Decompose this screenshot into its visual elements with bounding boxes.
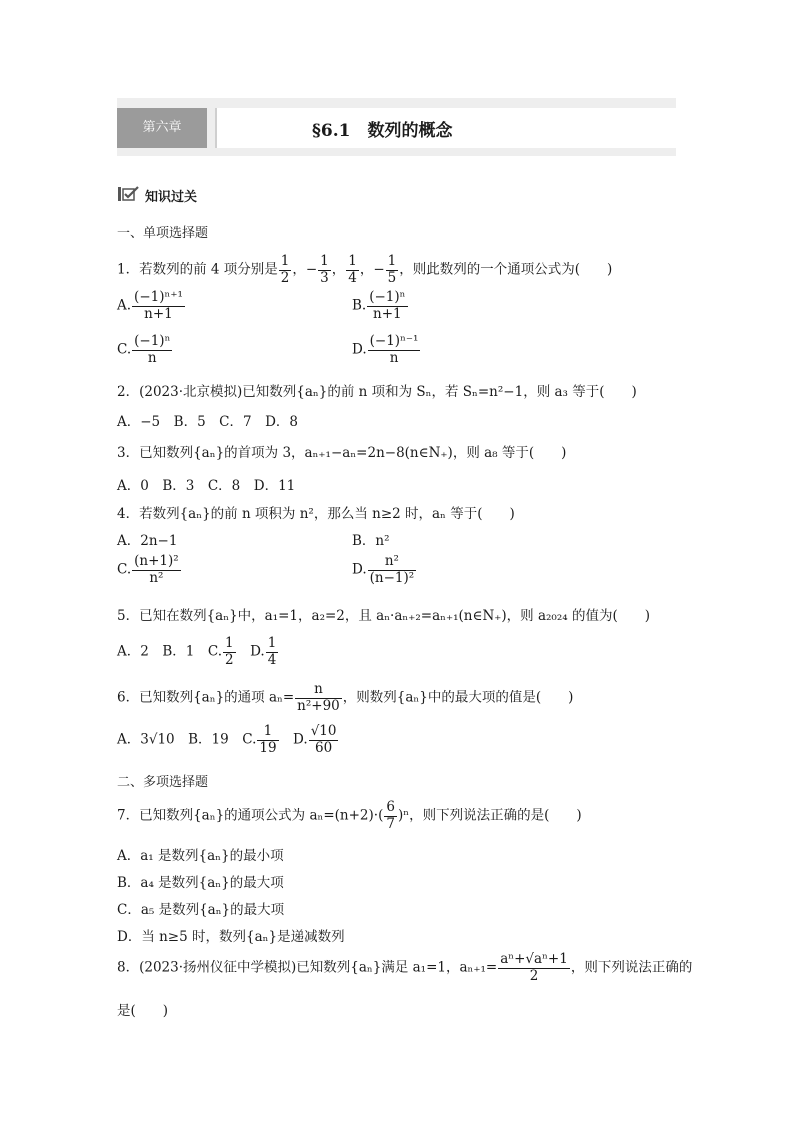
q1-option-d: D. $\frac{\text{(−1)ⁿ⁻¹}}{n}$ bbox=[352, 333, 419, 366]
q1-option-a: A. $\frac{\text{(−1)ⁿ⁺¹}}{n+1}$ bbox=[117, 289, 183, 322]
q7-option-a: A．a₁ 是数列{aₙ}的最小项 bbox=[117, 848, 284, 864]
question-6: 6．已知数列{aₙ}的通项 aₙ= $\frac{n}{\text{n²+90}}$ ，则数列{aₙ}中的最大项的值是( ) bbox=[117, 681, 574, 714]
question-8: 8．(2023·扬州仪征中学模拟)已知数列{aₙ}满足 a₁=1，aₙ₊₁= $\frac{\text{aⁿ+√aⁿ+1}}{2}$ ，则下列说法正确的 bbox=[117, 951, 693, 984]
question-3: 3．已知数列{aₙ}的首项为 3，aₙ₊₁−aₙ=2n−8(n∈N₊)，则 a₈ 等于( ) bbox=[117, 445, 567, 461]
q7-option-b: B．a₄ 是数列{aₙ}的最大项 bbox=[117, 875, 284, 891]
question-2: 2．(2023·北京模拟)已知数列{aₙ}的前 n 项和为 Sₙ，若 Sₙ=n²−1，则 a₃ 等于( ) bbox=[117, 384, 637, 400]
q1-option-c: C. $\frac{\text{(−1)ⁿ}}{n}$ bbox=[117, 333, 171, 366]
checklist-icon bbox=[118, 186, 140, 202]
page-title: §6.1 数列的概念 bbox=[312, 121, 453, 141]
q1-term-3: $\frac{1}{4}$ bbox=[348, 253, 357, 286]
q1-suffix: ，则此数列的一个通项公式为( ) bbox=[399, 261, 613, 278]
q1-prefix: 1．若数列的前 4 项分别是 bbox=[117, 261, 278, 278]
q4-option-a: A．2n−1 bbox=[117, 533, 178, 549]
q4-option-b: B．n² bbox=[352, 533, 390, 549]
question-4: 4．若数列{aₙ}的前 n 项积为 n²，那么当 n≥2 时，aₙ 等于( ) bbox=[117, 506, 515, 522]
part-single-choice: 一、单项选择题 bbox=[117, 226, 209, 241]
question-1: 1．若数列的前 4 项分别是 $\frac{1}{2}$ ，− $\frac{1}{3}$ ， $\frac{1}{4}$ ，− $\frac{1}{5}$ ，则此数列的一个通项公式为( ) bbox=[117, 253, 613, 286]
section-title: 知识过关 bbox=[145, 190, 198, 205]
q6-options: A．3√10 B．19 C. $\frac{1}{19}$ D. $\frac{√10}{60}$ bbox=[117, 723, 337, 756]
q1-term-2: $\frac{1}{3}$ bbox=[320, 253, 329, 286]
q4-option-d: D. $\frac{\text{n²}}{\text{(n−1)²}}$ bbox=[352, 553, 415, 586]
q1-option-b: B. $\frac{\text{(−1)ⁿ}}{n+1}$ bbox=[352, 289, 406, 322]
question-8-line-2: 是( ) bbox=[117, 1003, 169, 1019]
question-7: 7．已知数列{aₙ}的通项公式为 aₙ=(n+2)·( $\frac{6}{7}$ )ⁿ，则下列说法正确的是( ) bbox=[117, 799, 582, 832]
q4-option-c: C. $\frac{\text{(n+1)²}}{\text{n²}}$ bbox=[117, 553, 179, 586]
q7-option-c: C．a₅ 是数列{aₙ}的最大项 bbox=[117, 902, 285, 918]
q2-options: A．−5 B．5 C．7 D．8 bbox=[117, 414, 298, 430]
q3-options: A．0 B．3 C．8 D．11 bbox=[117, 478, 296, 494]
q7-option-d: D．当 n≥5 时，数列{aₙ}是递减数列 bbox=[117, 929, 345, 945]
question-5: 5．已知在数列{aₙ}中，a₁=1，a₂=2，且 aₙ·aₙ₊₂=aₙ₊₁(n∈N₊)，则 a₂₀₂₄ 的值为( ) bbox=[117, 608, 650, 624]
part-multi-choice: 二、多项选择题 bbox=[117, 775, 209, 790]
q5-options: A．2 B．1 C. $\frac{1}{2}$ D. $\frac{1}{4}$ bbox=[117, 635, 277, 668]
chapter-tab: 第六章 bbox=[117, 108, 207, 148]
q1-term-1: $\frac{1}{2}$ bbox=[280, 253, 290, 286]
q1-term-4: $\frac{1}{5}$ bbox=[387, 253, 397, 286]
